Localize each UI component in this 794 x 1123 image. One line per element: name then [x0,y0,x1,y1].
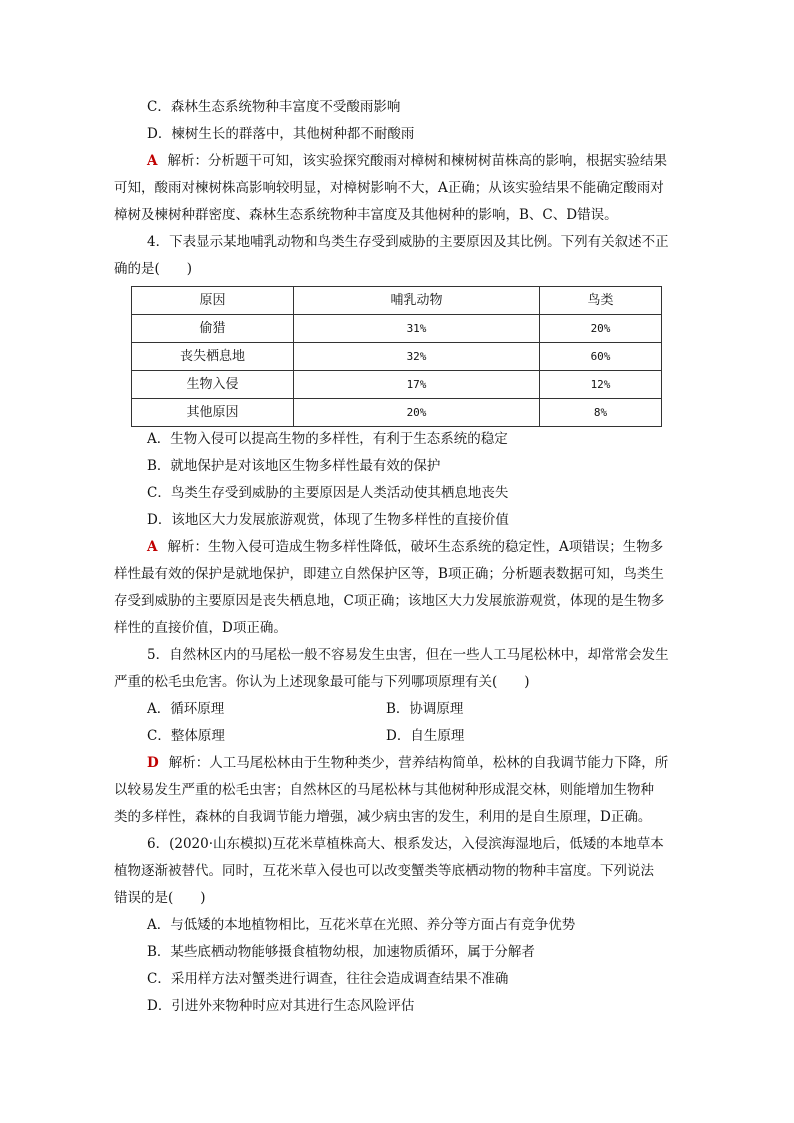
q6-option-a: A．与低矮的本地植物相比，互花米草在光照、养分等方面占有竞争优势 [147,917,576,933]
table-header-cell: 原因 [132,287,294,315]
table-cell: 生物入侵 [132,371,294,399]
q3-option-c: C．森林生态系统物种丰富度不受酸雨影响 [147,99,401,115]
table-cell: 丧失栖息地 [132,343,294,371]
table-header-cell: 哺乳动物 [294,287,540,315]
q3-analysis-line-1: A 解析：分析题干可知，该实验探究酸雨对樟树和楝树树苗株高的影响，根据实验结果 [147,153,667,169]
q4-table [131,286,662,427]
q5-analysis-line-3: 类的多样性，森林的自我调节能力增强，减少病虫害的发生，利用的是自生原理，D正确。 [114,809,652,825]
q5-option-c: C．整体原理 [147,728,225,744]
q4-stem-line-1: 4．下表显示某地哺乳动物和鸟类生存受到威胁的主要原因及其比例。下列有关叙述不正 [147,234,669,250]
q3-analysis-line-3: 樟树及楝树种群密度、森林生态系统物种丰富度及其他树种的影响，B、C、D错误。 [114,207,618,223]
q6-stem-line-3: 错误的是( ) [114,890,206,906]
q5-stem-line-1: 5．自然林区内的马尾松一般不容易发生虫害，但在一些人工马尾松林中，却常常会发生 [147,647,669,663]
table-cell: 31% [294,315,540,343]
table-cell: 20% [294,399,540,427]
q3-answer: A [147,153,158,169]
q4-analysis-line-3: 存受到威胁的主要原因是丧失栖息地，C项正确；该地区大力发展旅游观赏，体现的是生物多 [114,593,665,609]
q5-analysis-line-1: D 解析：人工马尾松林由于生物种类少，营养结构简单，松林的自我调节能力下降，所 [147,755,669,771]
q4-analysis-line-2: 样性最有效的保护是就地保护，即建立自然保护区等，B项正确；分析题表数据可知，鸟类生 [114,566,664,582]
table-row [132,343,662,371]
table-cell: 8% [540,399,662,427]
q4-answer: A [147,539,158,555]
q4-analysis-line-4: 样性的直接价值，D项正确。 [114,620,287,636]
table-header-cell: 鸟类 [540,287,662,315]
q5-option-b: B．协调原理 [386,701,464,717]
q6-option-b: B．某些底栖动物能够摄食植物幼根，加速物质循环，属于分解者 [147,944,535,960]
table-header-row [132,287,662,315]
q5-stem-line-2: 严重的松毛虫危害。你认为上述现象最可能与下列哪项原理有关( ) [114,674,530,690]
q5-answer: D [147,755,159,771]
q4-option-c: C．鸟类生存受到威胁的主要原因是人类活动使其栖息地丧失 [147,485,509,501]
q4-option-d: D．该地区大力发展旅游观赏，体现了生物多样性的直接价值 [147,512,509,528]
q4-stem-line-2: 确的是( ) [114,261,193,277]
q3-analysis-line-2: 可知，酸雨对楝树株高影响较明显，对樟树影响不大，A正确；从该实验结果不能确定酸雨对 [114,180,664,196]
table-cell: 偷猎 [132,315,294,343]
q5-option-d: D．自生原理 [386,728,465,744]
q6-option-c: C．采用样方法对蟹类进行调查，往往会造成调查结果不准确 [147,971,509,987]
table-row [132,371,662,399]
table-cell: 12% [540,371,662,399]
table-cell: 其他原因 [132,399,294,427]
table-row [132,399,662,427]
table-row [132,315,662,343]
table-cell: 17% [294,371,540,399]
q4-option-b: B．就地保护是对该地区生物多样性最有效的保护 [147,458,441,474]
table-cell: 20% [540,315,662,343]
q5-option-a: A．循环原理 [147,701,225,717]
q3-option-d: D．楝树生长的群落中，其他树种都不耐酸雨 [147,126,415,142]
table-cell: 60% [540,343,662,371]
q6-option-d: D．引进外来物种时应对其进行生态风险评估 [147,998,415,1014]
q6-stem-line-2: 植物逐渐被替代。同时，互花米草入侵也可以改变蟹类等底栖动物的物种丰富度。下列说法 [114,863,654,879]
q6-stem-line-1: 6．(2020·山东模拟)互花米草植株高大、根系发达，入侵滨海湿地后，低矮的本地草本 [147,836,664,852]
table-cell: 32% [294,343,540,371]
q4-option-a: A．生物入侵可以提高生物的多样性，有利于生态系统的稳定 [147,431,508,447]
q4-analysis-line-1: A 解析：生物入侵可造成生物多样性降低，破坏生态系统的稳定性，A项错误；生物多 [147,539,664,555]
q5-analysis-line-2: 以较易发生严重的松毛虫害；自然林区的马尾松林与其他树种形成混交林，则能增加生物种 [114,782,654,798]
